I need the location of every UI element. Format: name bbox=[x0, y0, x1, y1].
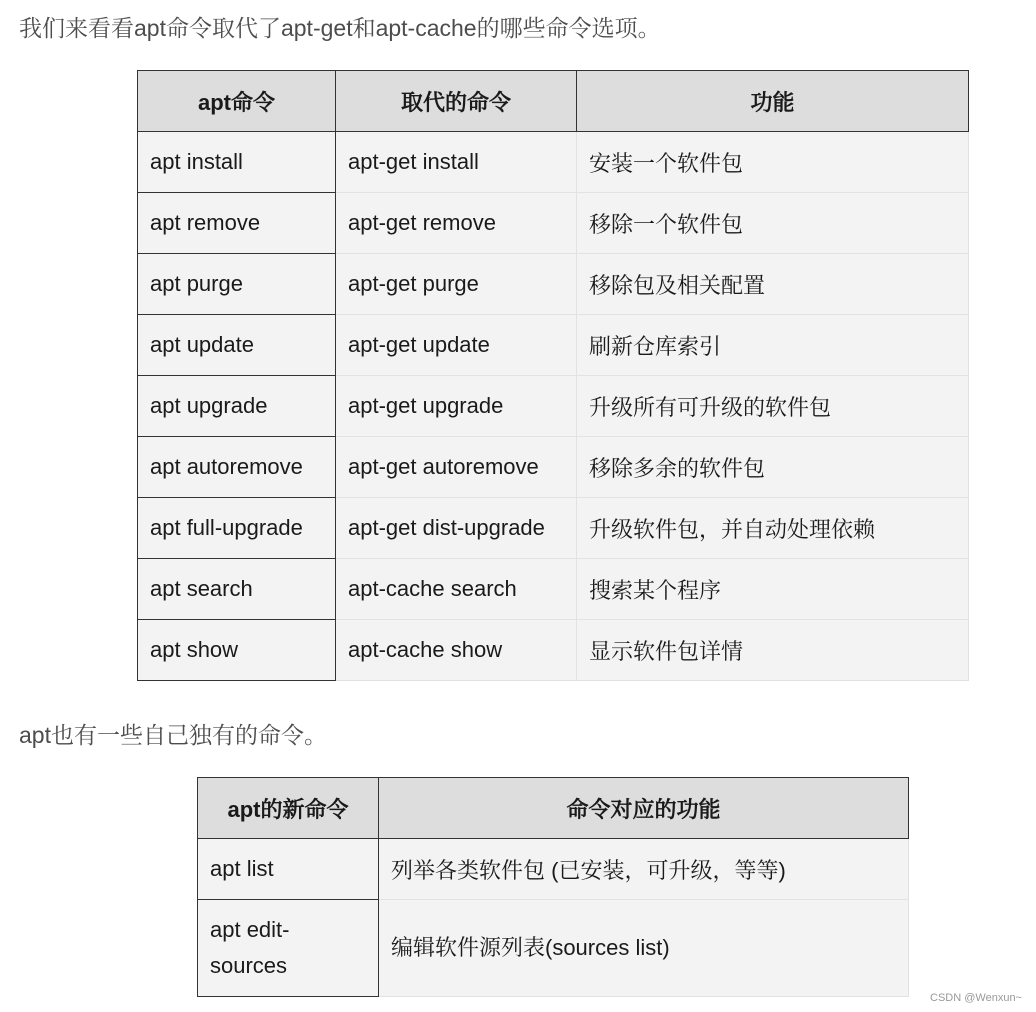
table-row bbox=[198, 900, 909, 997]
function-cell: 升级软件包，并自动处理依赖 bbox=[577, 498, 969, 559]
apt-command-cell: apt show bbox=[138, 620, 336, 681]
command-function-cell: 列举各类软件包 (已安装，可升级，等等) bbox=[379, 839, 909, 900]
table-row bbox=[138, 315, 969, 376]
csdn-watermark: CSDN @Wenxun~ bbox=[930, 992, 1022, 1004]
function-cell: 升级所有可升级的软件包 bbox=[577, 376, 969, 437]
function-cell: 显示软件包详情 bbox=[577, 620, 969, 681]
new-command-cell: apt edit-sources bbox=[198, 900, 379, 997]
table-row bbox=[138, 620, 969, 681]
second-paragraph: apt也有一些自己独有的命令。 bbox=[19, 722, 327, 748]
apt-command-cell: apt remove bbox=[138, 193, 336, 254]
apt-command-cell: apt install bbox=[138, 132, 336, 193]
function-cell: 移除一个软件包 bbox=[577, 193, 969, 254]
replaced-command-cell: apt-get update bbox=[336, 315, 577, 376]
apt-replacement-table bbox=[137, 70, 969, 681]
new-command-cell: apt list bbox=[198, 839, 379, 900]
header-apt-command: apt命令 bbox=[138, 71, 336, 132]
replaced-command-cell: apt-get dist-upgrade bbox=[336, 498, 577, 559]
replaced-command-cell: apt-get purge bbox=[336, 254, 577, 315]
function-cell: 刷新仓库索引 bbox=[577, 315, 969, 376]
replaced-command-cell: apt-get install bbox=[336, 132, 577, 193]
table-row bbox=[138, 498, 969, 559]
replaced-command-cell: apt-get upgrade bbox=[336, 376, 577, 437]
header-replaced-command: 取代的命令 bbox=[336, 71, 577, 132]
apt-command-cell: apt search bbox=[138, 559, 336, 620]
table-row bbox=[198, 839, 909, 900]
apt-command-cell: apt purge bbox=[138, 254, 336, 315]
function-cell: 安装一个软件包 bbox=[577, 132, 969, 193]
header-new-command: apt的新命令 bbox=[198, 778, 379, 839]
replaced-command-cell: apt-get remove bbox=[336, 193, 577, 254]
header-command-function: 命令对应的功能 bbox=[379, 778, 909, 839]
function-cell: 移除包及相关配置 bbox=[577, 254, 969, 315]
table-header-row bbox=[138, 71, 969, 132]
intro-paragraph: 我们来看看apt命令取代了apt-get和apt-cache的哪些命令选项。 bbox=[19, 15, 661, 41]
replaced-command-cell: apt-cache show bbox=[336, 620, 577, 681]
table-row bbox=[138, 132, 969, 193]
table-row bbox=[138, 559, 969, 620]
function-cell: 移除多余的软件包 bbox=[577, 437, 969, 498]
table-row bbox=[138, 254, 969, 315]
table-header-row bbox=[198, 778, 909, 839]
apt-new-commands-table bbox=[197, 777, 909, 997]
apt-command-cell: apt update bbox=[138, 315, 336, 376]
command-function-cell: 编辑软件源列表(sources list) bbox=[379, 900, 909, 997]
apt-command-cell: apt full-upgrade bbox=[138, 498, 336, 559]
apt-command-cell: apt upgrade bbox=[138, 376, 336, 437]
table-row bbox=[138, 376, 969, 437]
replaced-command-cell: apt-get autoremove bbox=[336, 437, 577, 498]
replaced-command-cell: apt-cache search bbox=[336, 559, 577, 620]
apt-command-cell: apt autoremove bbox=[138, 437, 336, 498]
table-row bbox=[138, 437, 969, 498]
header-function: 功能 bbox=[577, 71, 969, 132]
function-cell: 搜索某个程序 bbox=[577, 559, 969, 620]
table-row bbox=[138, 193, 969, 254]
